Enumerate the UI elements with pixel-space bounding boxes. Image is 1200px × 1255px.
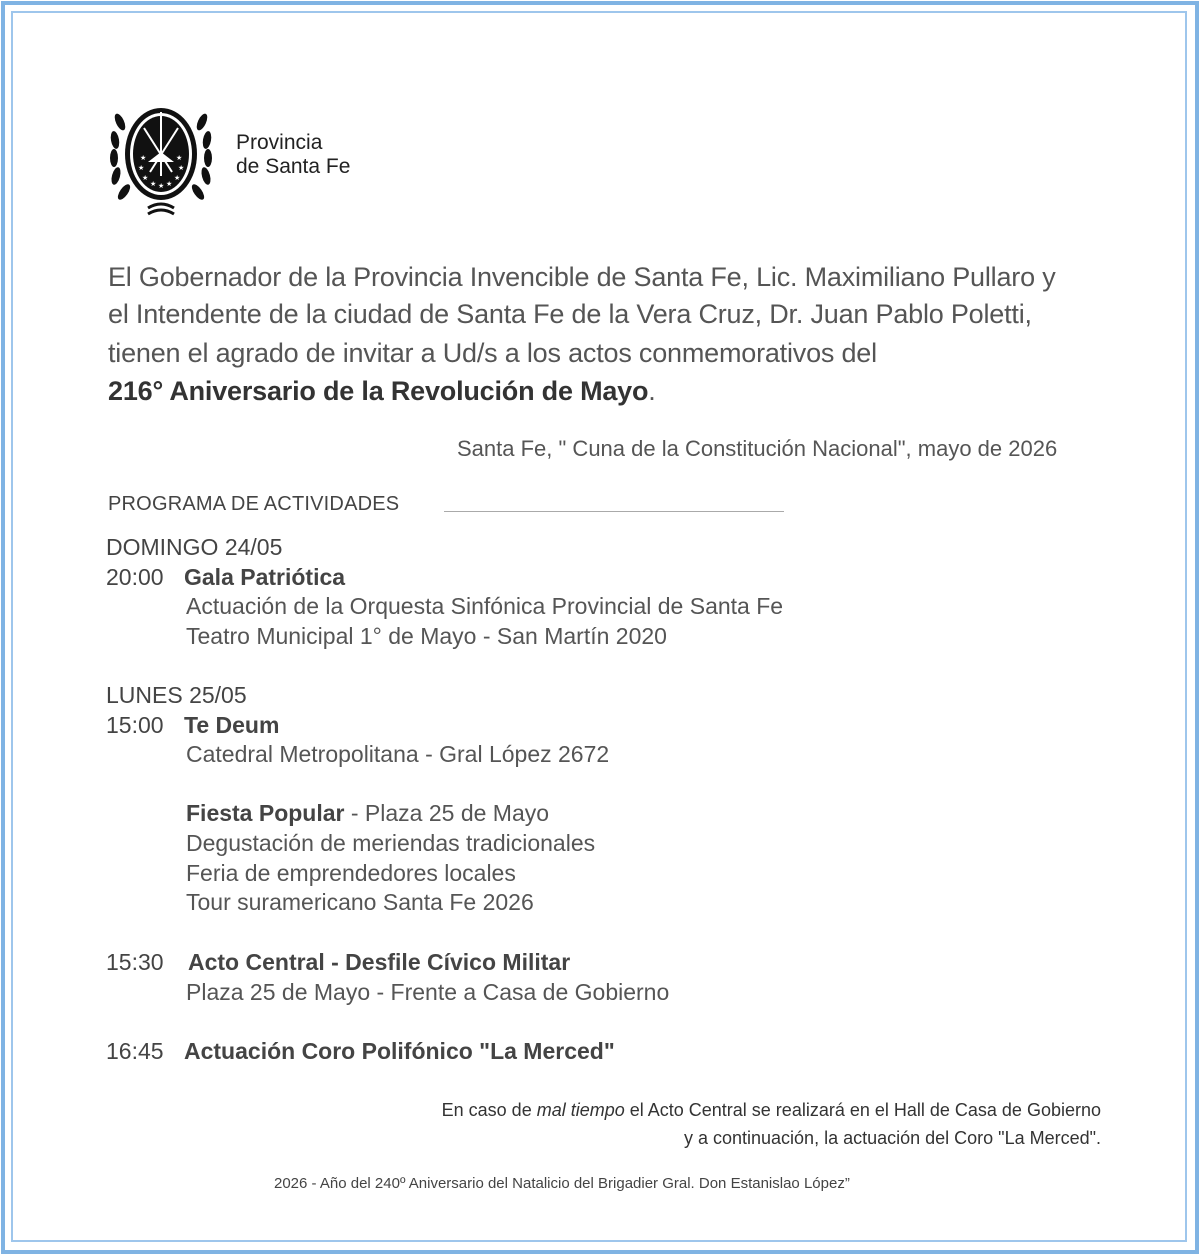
event-coro (106, 1038, 615, 1065)
anniversary-title: 216° Aniversario de la Revolución de Mayo (108, 376, 649, 406)
event-title: Te Deum (184, 712, 280, 738)
svg-text:★: ★ (176, 154, 183, 162)
event-detail: Actuación de la Orquesta Sinfónica Provincial de Santa Fe (186, 593, 784, 619)
place-date-line: Santa Fe, " Cuna de la Constitución Nacional", mayo de 2026 (457, 436, 1058, 461)
coat-of-arms-icon (106, 92, 216, 222)
weather-note-line-1 (442, 1100, 1101, 1121)
intro-period: . (648, 376, 656, 406)
event-detail: Catedral Metropolitana - Gral López 2672 (186, 741, 610, 767)
svg-text:★: ★ (150, 180, 157, 188)
event-title: Fiesta Popular (186, 800, 345, 826)
footer-year-motto: 2026 - Año del 240º Aniversario del Natalicio del Brigadier Gral. Don Estanislao López” (274, 1175, 850, 1192)
intro-line-2: el Intendente de la ciudad de Santa Fe de la Vera Cruz, Dr. Juan Pablo Poletti, (108, 299, 1032, 329)
logo-line-1: Provincia (236, 131, 323, 154)
weather-note-line-2: y a continuación, la actuación del Coro "La Merced". (683, 1128, 1101, 1148)
event-detail: Feria de emprendedores locales (186, 860, 516, 886)
event-time: 16:45 (106, 1038, 164, 1064)
day-label-sunday: DOMINGO 24/05 (106, 534, 283, 560)
event-title: Acto Central - Desfile Cívico Militar (188, 949, 571, 975)
intro-line-3: tienen el agrado de invitar a Ud/s a los actos conmemorativos del (108, 338, 877, 368)
weather-note-emphasis: mal tiempo (536, 1100, 625, 1120)
event-title: Gala Patriótica (184, 564, 346, 590)
logo-line-2: de Santa Fe (236, 155, 351, 178)
svg-text:★: ★ (142, 174, 149, 182)
event-detail: Degustación de meriendas tradicionales (186, 830, 596, 856)
event-title: Actuación Coro Polifónico "La Merced" (184, 1038, 615, 1064)
event-detail: Teatro Municipal 1° de Mayo - San Martín 2020 (186, 623, 667, 649)
event-detail: Tour suramericano Santa Fe 2026 (186, 889, 534, 915)
svg-text:★: ★ (158, 182, 165, 190)
event-time: 15:00 (106, 712, 164, 738)
svg-text:★: ★ (140, 154, 147, 162)
event-gala (106, 564, 345, 591)
title-rule (444, 511, 784, 512)
weather-note-prefix: En caso de (441, 1100, 537, 1120)
event-title-suffix: - Plaza 25 de Mayo (344, 800, 550, 826)
program-title: PROGRAMA DE ACTIVIDADES (108, 493, 400, 515)
event-detail: Plaza 25 de Mayo - Frente a Casa de Gobierno (186, 979, 670, 1005)
event-time: 20:00 (106, 564, 164, 590)
svg-text:★: ★ (174, 174, 181, 182)
intro-line-1: El Gobernador de la Provincia Invencible de Santa Fe, Lic. Maximiliano Pullaro y (108, 262, 1056, 292)
event-te-deum (106, 712, 279, 739)
svg-text:★: ★ (166, 180, 173, 188)
intro-line-4 (108, 373, 656, 410)
svg-text:★: ★ (138, 164, 145, 172)
day-label-monday: LUNES 25/05 (106, 682, 247, 708)
weather-note-rest: el Acto Central se realizará en el Hall de Casa de Gobierno (624, 1100, 1101, 1120)
event-acto-central (106, 949, 570, 976)
event-time: 15:30 (106, 949, 164, 975)
svg-text:★: ★ (178, 164, 185, 172)
event-fiesta-popular (186, 800, 549, 827)
